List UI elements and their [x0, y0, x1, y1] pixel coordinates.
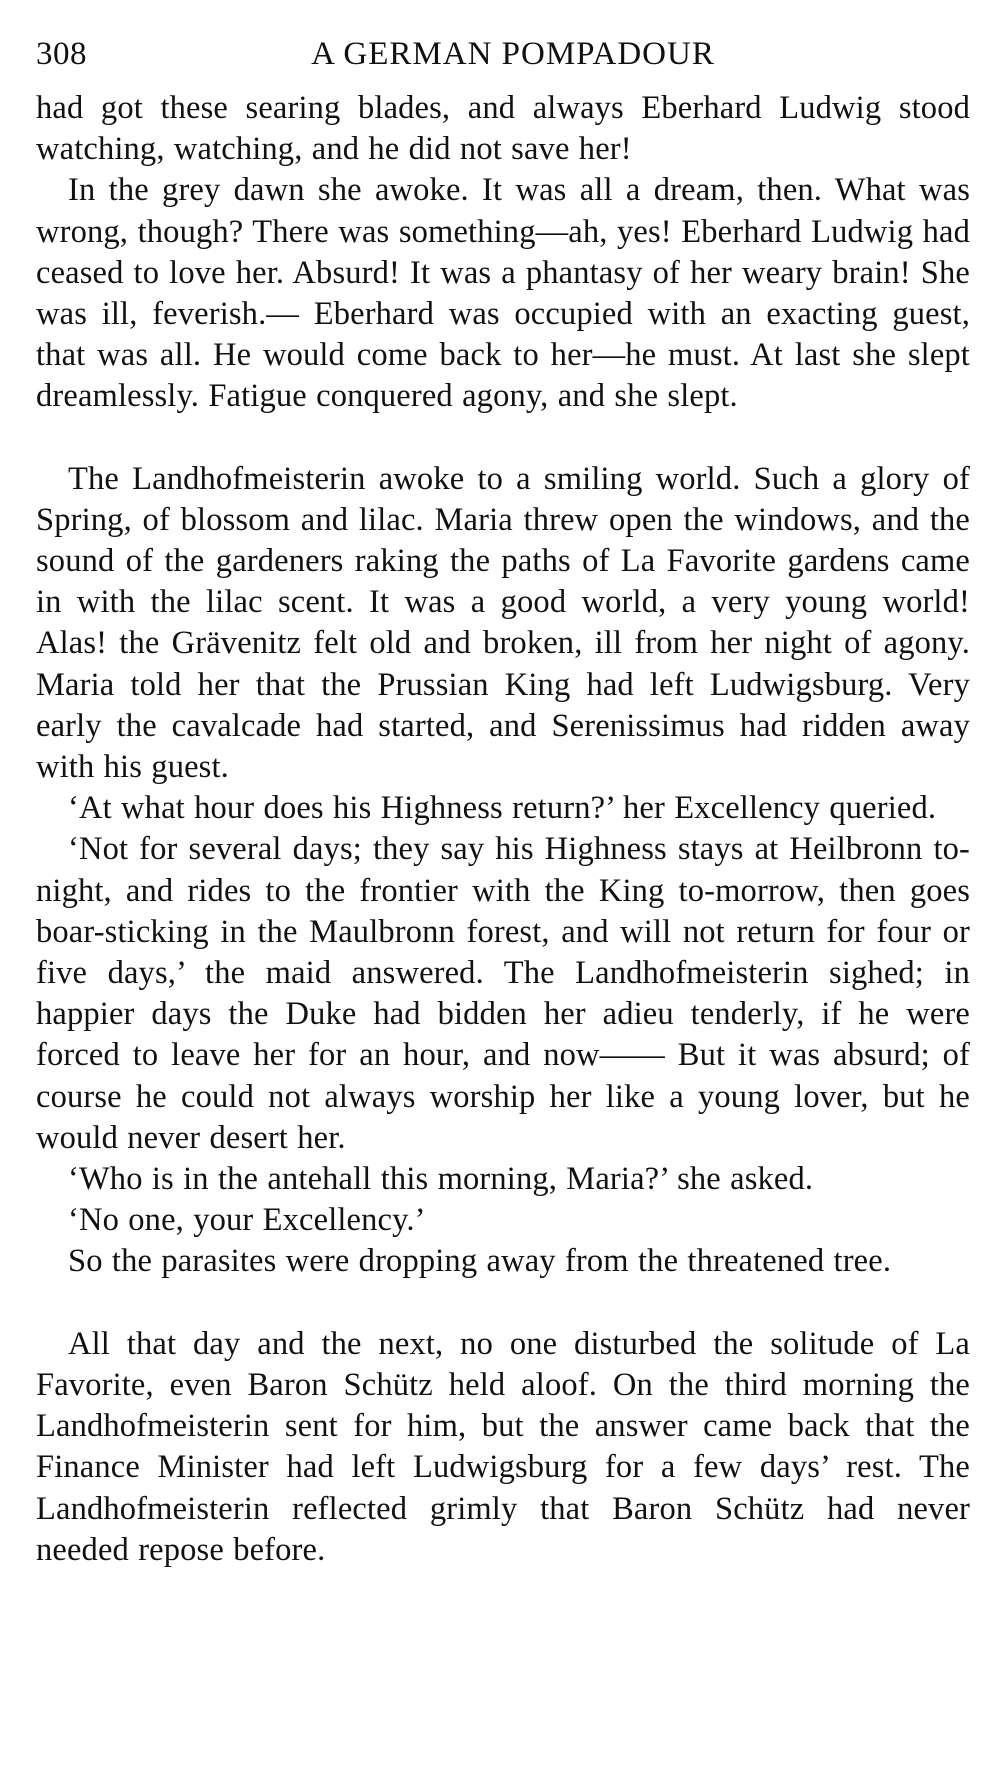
paragraph-what-hour: ‘At what hour does his Highness return?’ her Excellency queried.: [68, 790, 937, 827]
body-text: [36, 88, 970, 1571]
book-title: A GERMAN POMPADOUR: [311, 36, 715, 72]
paragraph-continuation: had got these searing blades, and always Eberhard Ludwig stood watching, watching, and he did not save her!: [36, 90, 970, 168]
paragraph-smiling-world: The Landhofmeisterin awoke to a smiling world. Such a glory of Spring, of blossom and lilac. Maria threw open the windows, and the sound of the gardeners raking the paths of La Favorite gardens came in with the lilac scent. It was a good world, a very young world! Alas! the Grävenitz felt old and broken, ill from her night of agony. Maria told her that the Prussian King had left Ludwigsburg. Very early the cavalcade had started, and Serenissimus had ridden away with his guest.: [36, 460, 970, 786]
running-head: [36, 30, 970, 78]
paragraph-not-for-several-days: ‘Not for several days; they say his Highness stays at Heilbronn to-night, and rides to the frontier with the King to-morrow, then goes boar-sticking in the Maulbronn forest, and will not return for four or five days,’ the maid answered. The Landhofmeisterin sighed; in happier days the Duke had bidden her adieu tenderly, if he were forced to leave her for an hour, and now—— But it was absurd; of course he could not always worship her like a young lover, but he would never desert her.: [36, 831, 970, 1156]
paragraph-no-one: ‘No one, your Excellency.’: [68, 1202, 426, 1239]
book-page: [36, 30, 970, 1571]
paragraph-parasites: So the parasites were dropping away from the threatened tree.: [68, 1243, 892, 1280]
page-number: 308: [36, 36, 87, 72]
paragraph-grey-dawn: In the grey dawn she awoke. It was all a dream, then. What was wrong, though? There was something—ah, yes! Eberhard Ludwig had ceased to love her. Absurd! It was a phantasy of her weary brain! She was ill, feverish.— Eberhard was occupied with an exacting guest, that was all. He would come back to her—he must. At last she slept dreamlessly. Fatigue conquered agony, and she slept.: [36, 172, 970, 415]
paragraph-antehall: ‘Who is in the antehall this morning, Maria?’ she asked.: [68, 1161, 814, 1198]
paragraph-baron-schutz: All that day and the next, no one disturbed the solitude of La Favorite, even Baron Schütz held aloof. On the third morning the Landhofmeisterin sent for him, but the answer came back that the Finance Minister had left Ludwigsburg for a few days’ rest. The Landhofmeisterin reflected grimly that Baron Schütz had never needed repose before.: [36, 1325, 970, 1568]
